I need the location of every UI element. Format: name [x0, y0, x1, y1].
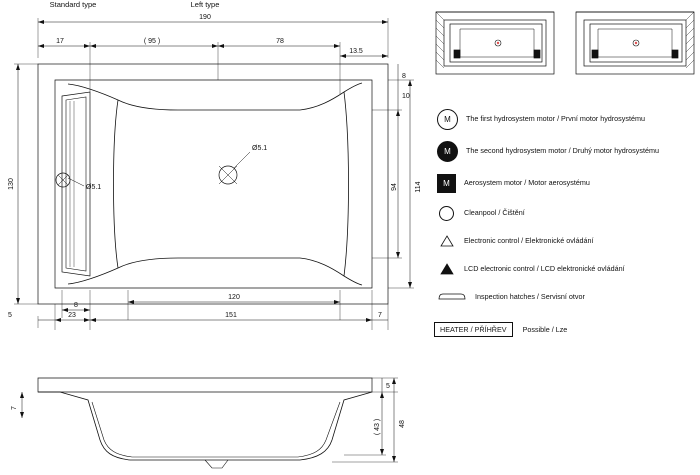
dim-label-r10: 10	[402, 93, 410, 100]
standard-hatch-2	[436, 20, 444, 28]
left-drain-leader	[68, 178, 84, 186]
left-motor-1	[592, 50, 598, 58]
arrow-r114-top	[408, 80, 412, 86]
dim-label-7b: 7	[378, 312, 382, 319]
dim-label-r94: 94	[391, 183, 398, 191]
arrow-190-right	[382, 20, 388, 24]
legend	[437, 108, 695, 337]
standard-tub-outline	[450, 24, 542, 62]
motor-second-icon: M	[437, 141, 458, 162]
legend-item-motor-aerosystem	[437, 172, 695, 194]
tub-basin-left-curve	[114, 100, 119, 268]
legend-label: LCD electronic control / LCD elektronické ovládání	[464, 264, 625, 274]
standard-hatch-7	[436, 60, 444, 68]
motor-aerosystem-icon: M	[437, 174, 456, 193]
cleanpool-icon	[439, 206, 454, 221]
arrow-8b-left	[62, 308, 68, 312]
side-rim	[38, 378, 372, 392]
tub-basin-bottom-curve	[68, 258, 362, 285]
left-hatch-2	[686, 20, 694, 28]
dim-label-190: 190	[199, 14, 211, 21]
tub-inner-rect	[55, 80, 372, 288]
standard-motor-1	[454, 50, 460, 58]
tub-basin-top-curve	[68, 83, 362, 110]
legend-item-lcd-electronic-control	[437, 258, 695, 280]
heater-row	[434, 322, 695, 337]
legend-label: Aerosystem motor / Motor aerosystému	[464, 178, 590, 188]
left-type-title: Left type	[190, 0, 220, 9]
inspection-hatch-icon	[438, 293, 466, 301]
arrow-48-top	[392, 378, 396, 384]
side-body-outline	[38, 392, 372, 460]
heater-value: Possible / Lze	[522, 324, 568, 334]
legend-item-cleanpool	[437, 202, 695, 224]
arrow-151-right	[366, 318, 372, 322]
dim-label-48side: 48	[399, 420, 406, 428]
electronic-control-icon	[440, 235, 454, 247]
arrow-23-right	[84, 318, 90, 322]
side-drain-boss	[205, 460, 228, 468]
arrow-120-left	[128, 300, 134, 304]
dim-label-130: 130	[8, 178, 15, 190]
arrow-r114-bottom	[408, 282, 412, 288]
legend-label: The second hydrosystem motor / Druhý motor hydrosystému	[466, 146, 659, 156]
dim-label-95: ( 95 )	[143, 38, 161, 45]
arrow-7side-bottom	[20, 412, 24, 418]
left-hatch-4	[686, 36, 694, 44]
arrow-130-bottom	[16, 298, 20, 304]
dim-label-135: 13.5	[349, 48, 363, 55]
standard-hatch-4	[436, 36, 444, 44]
standard-type-title: Standard type	[49, 0, 97, 9]
legend-label: Inspection hatches / Servisní otvor	[475, 292, 585, 302]
legend-item-electronic-control	[437, 230, 695, 252]
dim-label-23: 23	[68, 312, 76, 319]
left-hatch-3	[686, 28, 694, 36]
arrow-43-top	[380, 392, 384, 398]
dim-label-7side: 7	[11, 406, 18, 410]
legend-item-motor-first	[437, 108, 695, 130]
center-drain-leader	[234, 152, 250, 168]
dim-label-120: 120	[228, 294, 240, 301]
standard-drain-dot	[497, 42, 499, 44]
legend-label: The first hydrosystem motor / První motor hydrosystému	[466, 114, 645, 124]
legend-label: Electronic control / Elektronické ovládání	[464, 236, 594, 246]
side-body-inner	[92, 402, 340, 457]
dim-label-r114: 114	[415, 181, 422, 193]
heater-box-label: HEATER / PŘÍHŘEV	[434, 322, 513, 337]
arrow-135-right	[382, 54, 388, 58]
dim-label-5side: 5	[386, 383, 390, 390]
standard-motor-2	[534, 50, 540, 58]
left-hatch-7	[686, 60, 694, 68]
arrow-151-left	[90, 318, 96, 322]
arrow-7side-top	[20, 392, 24, 398]
motor-first-icon: M	[437, 109, 458, 130]
arrow-23-left	[55, 318, 61, 322]
dim-label-43side: ( 43 )	[374, 418, 381, 436]
standard-hatch-3	[436, 28, 444, 36]
arrow-43-bottom	[380, 449, 384, 455]
dim-label-151: 151	[225, 312, 237, 319]
tub-basin-right-curve	[344, 92, 349, 276]
left-hatch-6	[686, 52, 694, 60]
left-motor-2	[672, 50, 678, 58]
standard-hatch-6	[436, 52, 444, 60]
arrow-r94-bottom	[396, 252, 400, 258]
legend-item-inspection-hatch	[437, 286, 695, 308]
dim-label-hole-left: Ø5.1	[86, 184, 102, 191]
dim-label-hole-center: Ø5.1	[252, 145, 268, 152]
dim-label-r8: 8	[402, 73, 406, 80]
left-hatch-5	[686, 44, 694, 52]
standard-hatch-5	[436, 44, 444, 52]
arrow-8b-right	[84, 308, 90, 312]
standard-hatch-1	[436, 12, 444, 20]
arrow-r94-top	[396, 110, 400, 116]
arrow-48-bottom	[392, 456, 396, 462]
left-hatch-1	[686, 12, 694, 20]
legend-item-motor-second	[437, 140, 695, 162]
arrow-120-right	[334, 300, 340, 304]
dim-label-8b: 8	[74, 302, 78, 309]
dim-label-78: 78	[276, 38, 284, 45]
left-drain-dot	[635, 42, 637, 44]
dim-label-5b: 5	[8, 312, 12, 319]
legend-label: Cleanpool / Čištění	[464, 208, 525, 218]
arrow-135-left	[340, 54, 346, 58]
dim-label-17: 17	[56, 38, 64, 45]
arrow-78-right	[334, 44, 340, 48]
lcd-electronic-control-icon	[440, 263, 454, 275]
type-panels-svg	[430, 10, 700, 90]
